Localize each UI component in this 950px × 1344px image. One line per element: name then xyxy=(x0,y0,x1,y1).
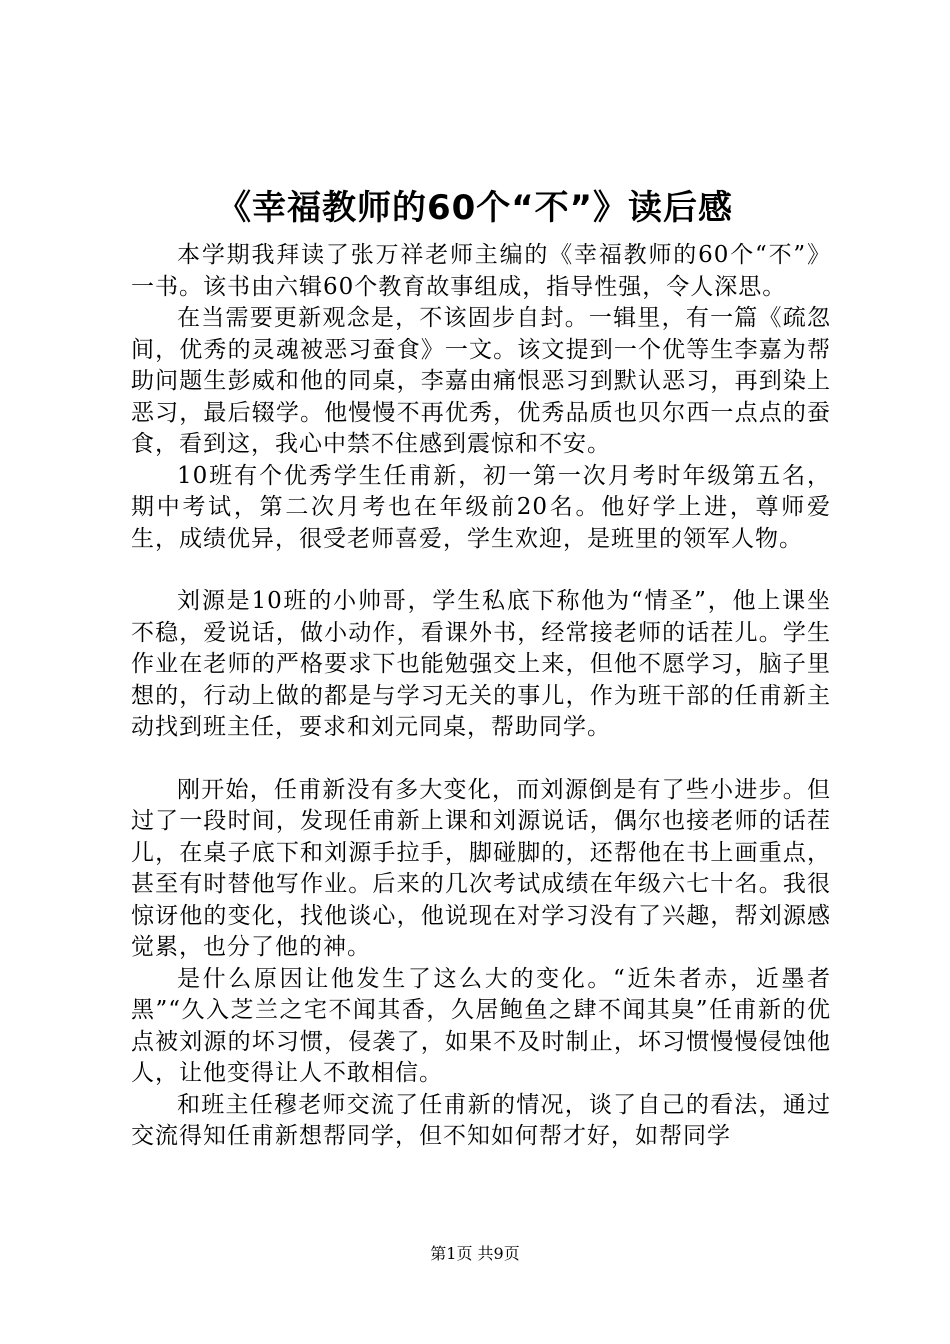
paragraph: 刘源是10班的小帅哥，学生私底下称他为“情圣”，他上课坐不稳，爱说话，做小动作，看课外书，经常接老师的话茬儿。学生作业在老师的严格要求下也能勉强交上来，但他不愿学习，脑子里想的，行动上做的都是与学习无关的事儿，作为班干部的任甫新主动找到班主任，要求和刘元同桌，帮助同学。 xyxy=(131,588,831,740)
page-footer xyxy=(0,1244,950,1264)
paragraph: 在当需要更新观念是，不该固步自封。一辑里，有一篇《疏忽间，优秀的灵魂被恶习蚕食》一文。该文提到一个优等生李嘉为帮助问题生彭威和他的同桌，李嘉由痛恨恶习到默认恶习，再到染上恶习，最后辍学。他慢慢不再优秀，优秀品质也贝尔西一点点的蚕食，看到这，我心中禁不住感到震惊和不安。 xyxy=(131,305,831,457)
document-body xyxy=(131,240,831,1153)
paragraph: 和班主任穆老师交流了任甫新的情况，谈了自己的看法，通过交流得知任甫新想帮同学，但不知如何帮才好，如帮同学 xyxy=(131,1091,831,1149)
paragraph: 刚开始，任甫新没有多大变化，而刘源倒是有了些小进步。但过了一段时间，发现任甫新上课和刘源说话，偶尔也接老师的话茬儿，在桌子底下和刘源手拉手，脚碰脚的，还帮他在书上画重点，甚至有时替他写作业。后来的几次考试成绩在年级六七十名。我很惊讶他的变化，找他谈心，他说现在对学习没有了兴趣，帮刘源感觉累，也分了他的神。 xyxy=(131,776,831,960)
paragraph: 是什么原因让他发生了这么大的变化。“近朱者赤，近墨者黑”“久入芝兰之宅不闻其香，久居鲍鱼之肆不闻其臭”任甫新的优点被刘源的坏习惯，侵袭了，如果不及时制止，坏习惯慢慢侵蚀他人，让他变得让人不敢相信。 xyxy=(131,965,831,1086)
paragraph: 10班有个优秀学生任甫新，初一第一次月考时年级第五名，期中考试，第二次月考也在年级前20名。他好学上进，尊师爱生，成绩优异，很受老师喜爱，学生欢迎，是班里的领军人物。 xyxy=(131,462,831,552)
paragraph: 本学期我拜读了张万祥老师主编的《幸福教师的60个“不”》一书。该书由六辑60个教育故事组成，指导性强，令人深思。 xyxy=(131,242,831,300)
document-title: 《幸福教师的60个“不”》读后感 xyxy=(216,188,733,228)
page-number: 第1页 共9页 xyxy=(430,1244,520,1263)
